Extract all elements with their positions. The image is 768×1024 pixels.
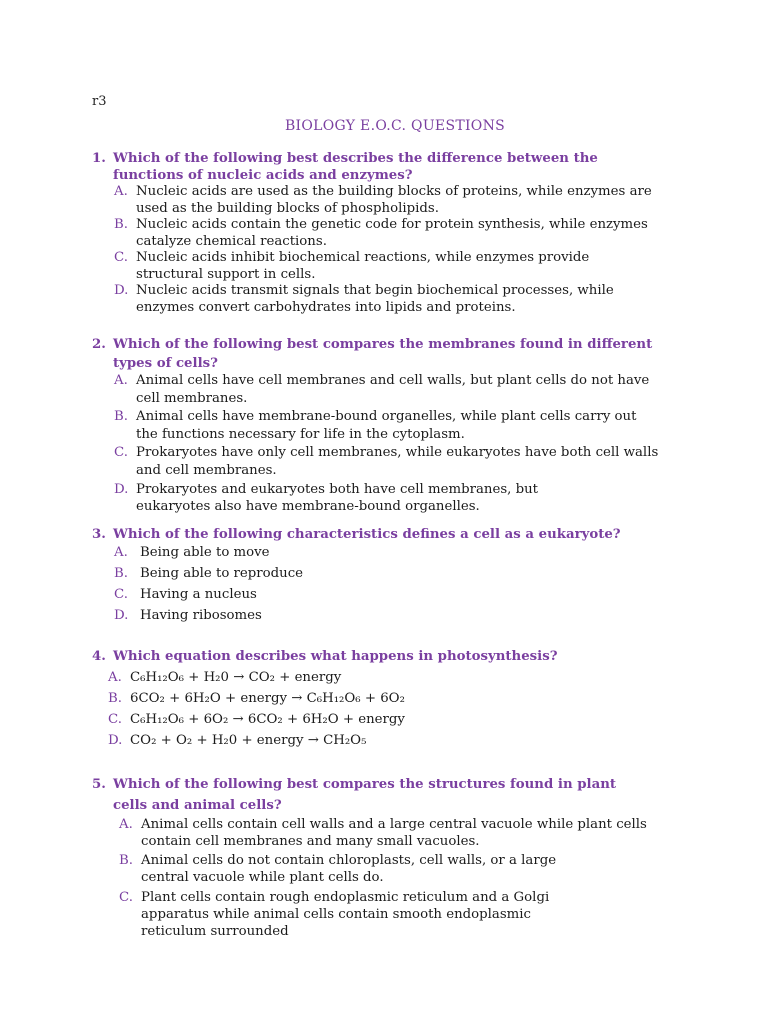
option-text: C₆H₁₂O₆ + 6O₂ → 6CO₂ + 6H₂O + energy [130,712,405,727]
q4-option-b [108,691,508,708]
q2-option-b [114,408,654,444]
option-text: Animal cells have membrane-bound organelles, while plant cells carry out the functions necessary for life in the cytoplasm. [136,409,637,442]
option-letter: D. [108,733,123,748]
q3-option-a [114,545,514,562]
q2-option-c [114,444,674,480]
option-text: Having ribosomes [140,608,262,623]
q4-option-c [108,712,508,729]
option-letter: D. [114,283,129,298]
option-letter: D. [114,482,129,497]
option-text: 6CO₂ + 6H₂O + energy → C₆H₁₂O₆ + 6O₂ [130,691,405,706]
option-letter: A. [108,670,122,685]
option-text: Having a nucleus [140,587,257,602]
question-2 [92,335,674,373]
option-text: C₆H₁₂O₆ + H₂0 → CO₂ + energy [130,670,342,685]
option-text: Animal cells do not contain chloroplasts, cell walls, or a large central vacuole while plant cells do. [141,853,557,885]
q3-option-b [114,566,514,583]
q5-option-b [119,853,589,886]
question-5 [92,774,652,816]
option-text: Prokaryotes and eukaryotes both have cell membranes, but eukaryotes also have membrane-bound organelles. [136,482,539,514]
q3-option-d [114,608,514,625]
option-letter: D. [114,608,129,623]
option-text: Animal cells have cell membranes and cell walls, but plant cells do not have cell membranes. [136,373,650,406]
option-letter: A. [114,373,128,388]
option-text: Nucleic acids contain the genetic code for protein synthesis, while enzymes catalyze chemical reactions. [136,217,648,249]
q1-option-b [114,217,679,250]
question-number: 4. [92,649,106,664]
option-text: Nucleic acids inhibit biochemical reactions, while enzymes provide structural support in cells. [136,250,590,282]
question-4 [92,649,692,666]
page-label: r3 [92,94,107,109]
option-text: Nucleic acids are used as the building blocks of proteins, while enzymes are used as the building blocks of phospholipids. [136,184,652,216]
option-letter: A. [119,817,133,832]
option-letter: C. [114,250,128,265]
option-text: Being able to move [140,545,270,560]
question-3 [92,527,692,544]
q2-option-a [114,372,654,408]
q5-option-c [119,889,599,940]
q1-option-d [114,283,654,316]
question-number: 5. [92,777,106,792]
option-letter: C. [108,712,122,727]
question-text: Which of the following best compares the structures found in plant cells and animal cells? [113,777,617,813]
option-letter: C. [119,890,133,905]
option-letter: B. [114,566,128,581]
q4-option-a [108,670,508,687]
option-text: Nucleic acids transmit signals that begin biochemical processes, while enzymes convert carbohydrates into lipids and proteins. [136,283,614,315]
question-number: 1. [92,151,106,166]
q3-option-c [114,587,514,604]
option-text: Plant cells contain rough endoplasmic reticulum and a Golgi apparatus while animal cells contain smooth endoplasmic reticulum surrounded [141,890,550,939]
question-text: Which of the following best compares the membranes found in different types of cells? [113,337,653,371]
question-number: 2. [92,337,106,352]
q4-option-d [108,733,508,750]
q1-option-c [114,250,634,283]
question-text: Which of the following best describes the difference between the functions of nucleic acids and enzymes? [113,151,598,183]
question-1 [92,151,662,184]
option-text: CO₂ + O₂ + H₂0 + energy → CH₂O₅ [130,733,367,748]
option-letter: B. [119,853,133,868]
option-letter: C. [114,445,128,460]
option-text: Being able to reproduce [140,566,304,581]
question-text: Which of the following characteristics defines a cell as a eukaryote? [113,527,621,542]
option-text: Prokaryotes have only cell membranes, while eukaryotes have both cell walls and cell membranes. [136,445,659,478]
q2-option-d [114,481,614,515]
q5-option-a [119,817,679,850]
option-letter: B. [114,217,128,232]
question-number: 3. [92,527,106,542]
question-text: Which equation describes what happens in photosynthesis? [113,649,558,664]
option-letter: A. [114,184,128,199]
option-text: Animal cells contain cell walls and a large central vacuole while plant cells contain cell membranes and many small vacuoles. [141,817,647,849]
option-letter: A. [114,545,128,560]
option-letter: B. [114,409,128,424]
page-title: BIOLOGY E.O.C. QUESTIONS [284,118,506,134]
option-letter: C. [114,587,128,602]
q1-option-a [114,184,679,217]
option-letter: B. [108,691,122,706]
